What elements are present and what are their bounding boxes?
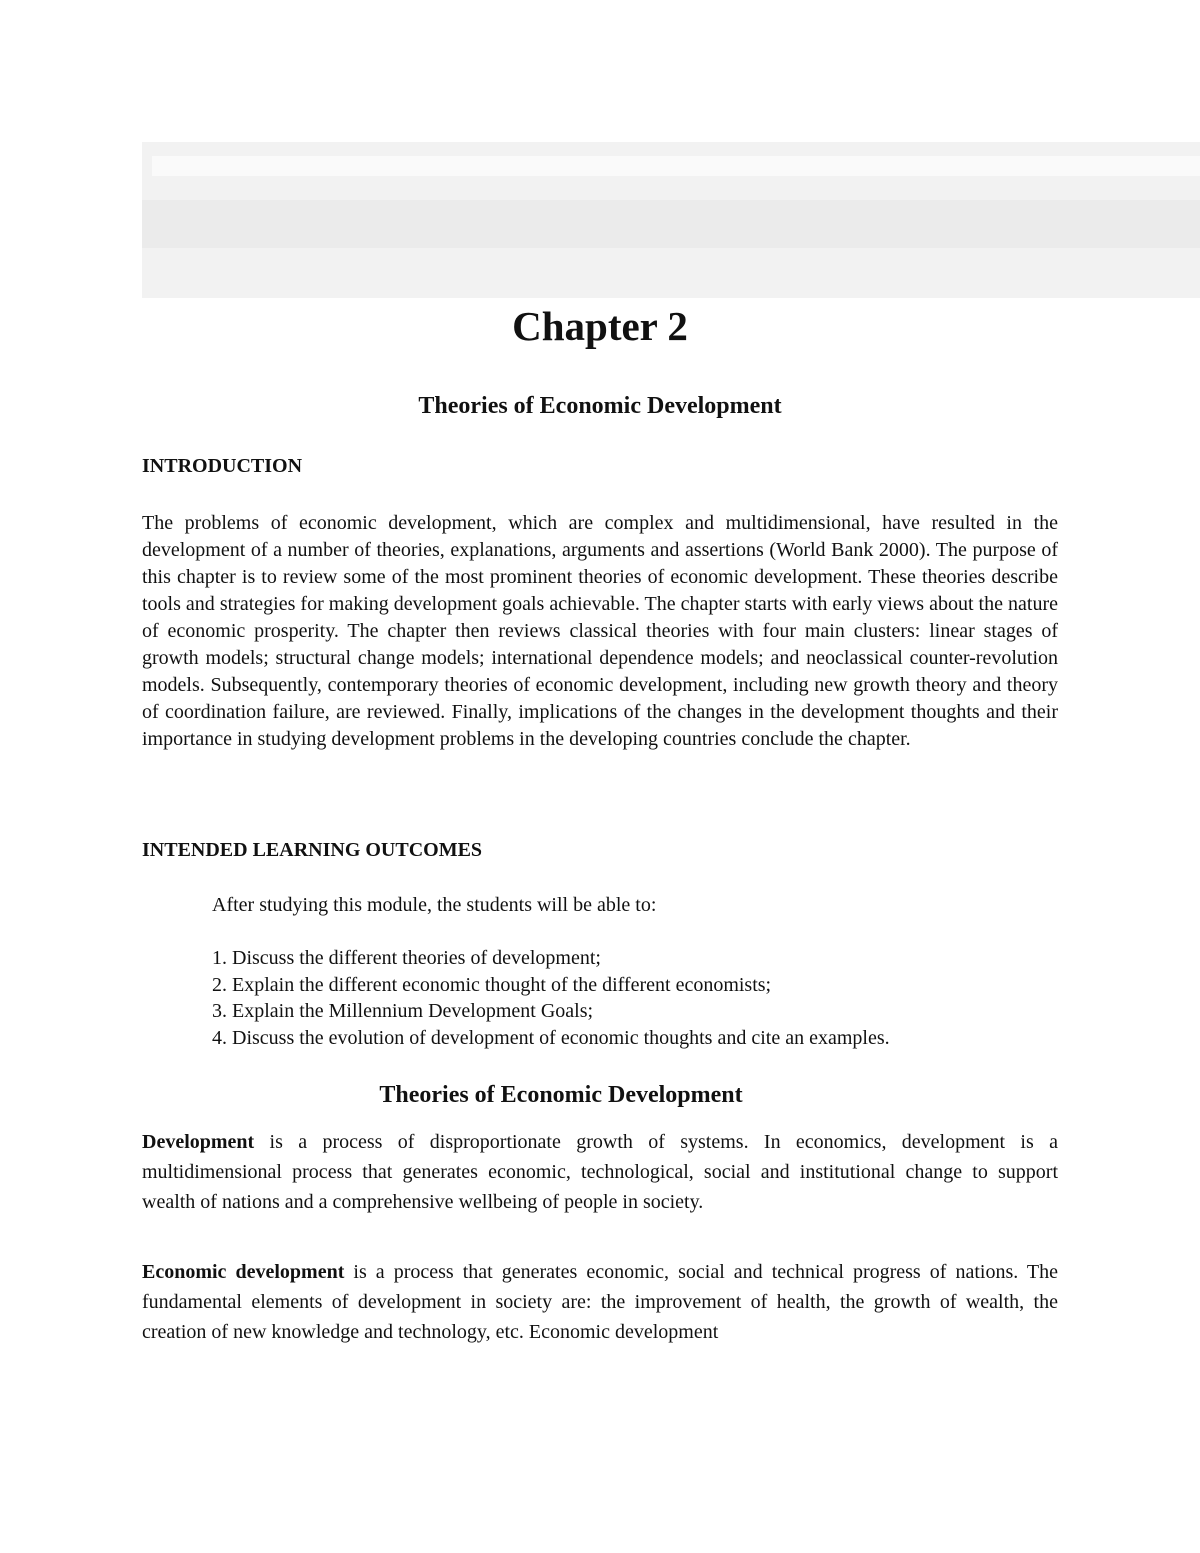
theories-section-title: Theories of Economic Development xyxy=(379,1082,743,1108)
introduction-text: The problems of economic development, which are complex and multidimensional, have resulted in the development of a number of theories, explanations, arguments and assertions (World Bank 2000). The purpose of this chapter is to review some of the most prominent theories of economic development. These theories describe tools and strategies for making development goals achievable. The chapter starts with early views about the nature of economic prosperity. The chapter then reviews classical theories with four main clusters: linear stages of growth models; structural change models; international dependence models; and neoclassical counter-revolution models. Subsequently, contemporary theories of economic development, including new growth theory and theory of coordination failure, are reviewed. Finally, implications of the changes in the development thoughts and their importance in studying development problems in the developing countries conclude the chapter. xyxy=(142,512,1058,750)
development-definition xyxy=(142,1127,1058,1217)
chapter-title: Chapter 2 xyxy=(512,303,688,349)
outcome-item: 2. Explain the different economic thought of the different economists; xyxy=(212,973,772,996)
header-strip-top xyxy=(152,156,1200,176)
outcome-item: 3. Explain the Millennium Development Goals; xyxy=(212,1000,594,1022)
outcomes-list xyxy=(212,945,890,1051)
economic-development-text: is a process that generates economic, social and technical progress of nations. The fundamental elements of development in society are: the improvement of health, the growth of wealth, the creation of new knowledge and technology, etc. Economic development xyxy=(142,1261,1058,1343)
header-band xyxy=(142,142,1200,298)
economic-development-term: Economic development xyxy=(142,1261,345,1283)
outcomes-heading: INTENDED LEARNING OUTCOMES xyxy=(142,839,483,861)
outcome-item: 1. Discuss the different theories of development; xyxy=(212,947,601,969)
development-term: Development xyxy=(142,1131,255,1153)
header-strip-middle xyxy=(142,200,1200,248)
chapter-subtitle: Theories of Economic Development xyxy=(418,393,782,419)
development-text: is a process of disproportionate growth of systems. In economics, development is a multidimensional process that generates economic, technological, social and institutional change to support wealth of nations and a comprehensive wellbeing of people in society. xyxy=(142,1131,1058,1213)
introduction-paragraph xyxy=(142,510,1058,753)
outcomes-intro: After studying this module, the students will be able to: xyxy=(212,894,657,916)
introduction-heading: INTRODUCTION xyxy=(142,455,303,477)
economic-development-definition xyxy=(142,1257,1058,1347)
outcome-item: 4. Discuss the evolution of development of economic thoughts and cite an examples. xyxy=(212,1026,890,1049)
